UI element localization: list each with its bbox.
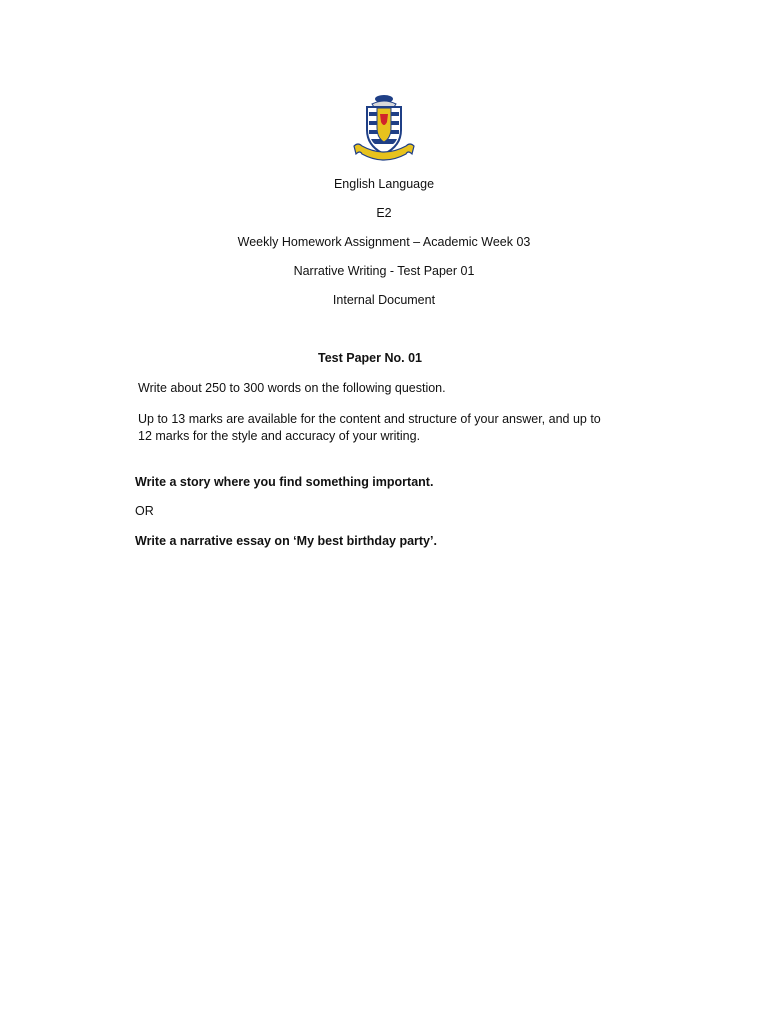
school-crest-icon xyxy=(350,92,418,164)
classification-line: Internal Document xyxy=(332,293,436,307)
subject-line: English Language xyxy=(333,177,435,191)
course-code: E2 xyxy=(376,206,392,220)
or-label: OR xyxy=(135,504,154,518)
instruction-words: Write about 250 to 300 words on the following question. xyxy=(138,381,446,395)
assignment-line: Weekly Homework Assignment – Academic Week 03 xyxy=(237,235,531,249)
paper-title: Test Paper No. 01 xyxy=(318,351,422,365)
question-1: Write a story where you find something important. xyxy=(135,475,434,489)
paper-line: Narrative Writing - Test Paper 01 xyxy=(293,264,475,278)
question-2: Write a narrative essay on ‘My best birthday party’. xyxy=(135,534,437,548)
instruction-marks: Up to 13 marks are available for the content and structure of your answer, and up to 12 marks for the style and accuracy of your writing. xyxy=(138,412,601,443)
